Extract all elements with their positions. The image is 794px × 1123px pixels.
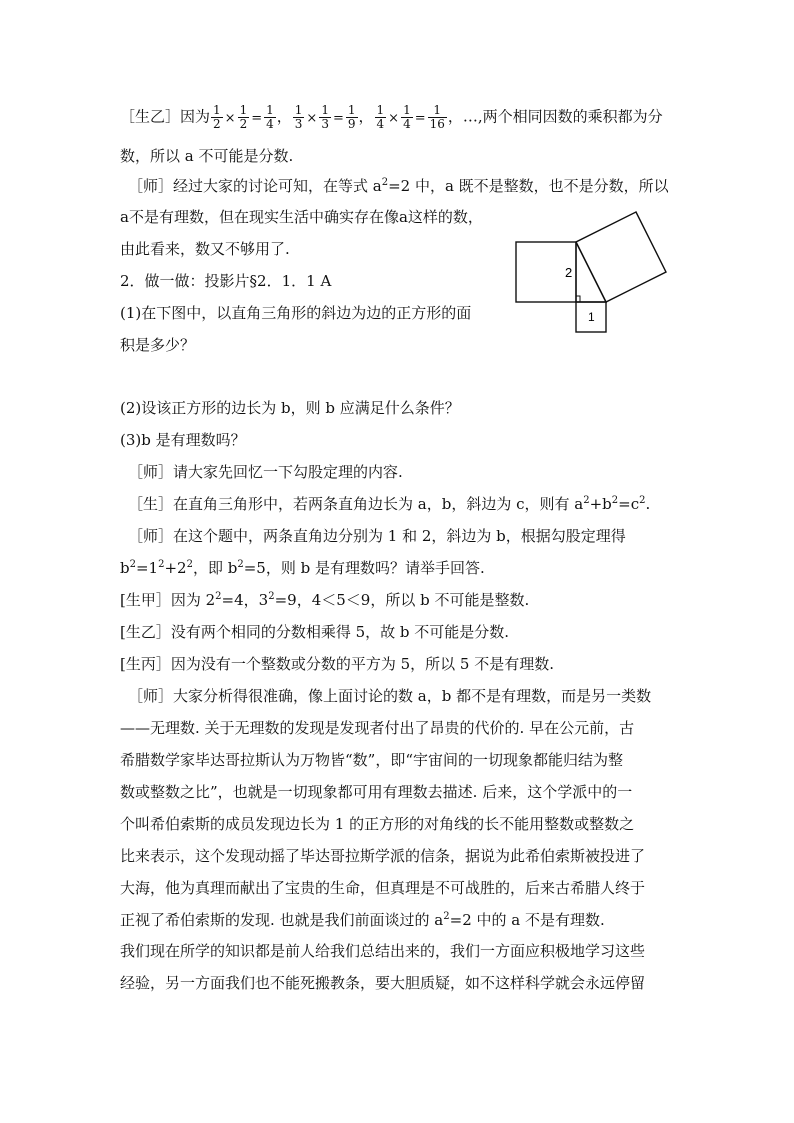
line-1-prefix: ［生乙］因为 — [120, 107, 211, 126]
text-line-23: 比来表示，这个发现动摇了毕达哥拉斯学派的信条，据说为此希伯索斯被投进了 — [120, 847, 646, 865]
fraction: $\frac{1}{4}$ — [403, 103, 411, 131]
fraction: $\frac{1}{3}$ — [321, 103, 329, 131]
text-line-24: 大海，他为真理而献出了宝贵的生命，但真理是不可战胜的，后来古希腊人终于 — [120, 879, 646, 897]
fraction: $\frac{1}{9}$ — [347, 103, 356, 131]
text-line-20: 希腊数学家毕达哥拉斯认为万物皆“数”，即“宇宙间的一切现象都能归结为整 — [120, 751, 624, 769]
text-line-13: ［师］在这个题中，两条直角边分别为 1 和 2，斜边为 b，根据勾股定理得 — [128, 527, 626, 545]
text-line-7: (1)在下图中，以直角三角形的斜边为边的正方形的面 — [120, 304, 472, 322]
text-line-19: ——无理数. 关于无理数的发现是发现者付出了昂贵的代价的. 早在公元前，古 — [120, 719, 635, 737]
text-line-18: ［师］大家分析得很准确，像上面讨论的数 a，b 都不是有理数，而是另一类数 — [128, 687, 652, 705]
text-line-12: ［生］在直角三角形中，若两条直角边长为 a，b，斜边为 c，则有 $a^2+b^2=c^2$. — [128, 495, 651, 513]
text-line-16: [生乙］没有两个相同的分数相乘得 5，故 b 不可能是分数. — [120, 623, 510, 641]
text-line-11: ［师］请大家先回忆一下勾股定理的内容. — [128, 463, 403, 481]
fraction: $\frac{1}{3}$ — [294, 103, 303, 131]
text-line-5: 由此看来，数又不够用了. — [120, 240, 290, 258]
fraction: $\frac{1}{16}$ — [429, 103, 445, 131]
text-line-21: 数或整数之比”，也就是一切现象都可用有理数去描述. 后来，这个学派中的一 — [120, 783, 633, 801]
square-hypotenuse — [576, 212, 666, 302]
text-line-17: [生丙］因为没有一个整数或分数的平方为 5，所以 5 不是有理数. — [120, 655, 555, 673]
text-line-8: 积是多少？ — [120, 336, 196, 354]
text-line-4: a不是有理数，但在现实生活中确实存在像a这样的数， — [120, 208, 483, 226]
text-line-22: 个叫希伯索斯的成员发现边长为 1 的正方形的对角线的长不能用整数或整数之 — [120, 815, 635, 833]
text-line-14: $b^2=1^2+2^2$，即 $b^2=5$，则 b 是有理数吗？请举手回答. — [120, 559, 485, 577]
text-line-2: 数，所以 a 不可能是分数. — [120, 147, 294, 165]
figure-svg — [514, 210, 674, 336]
text-line-26: 我们现在所学的知识都是前人给我们总结出来的，我们一方面应积极地学习这些 — [120, 942, 646, 960]
fraction: $\frac{1}{2}$ — [213, 103, 221, 131]
text-line-25: 正视了希伯索斯的发现. 也就是我们前面谈过的 $a^2=2$ 中的 a 不是有理数. — [120, 911, 605, 929]
text-line-6: 2．做一做：投影片§2．1．1 A — [120, 272, 332, 290]
label-short-leg: 1 — [588, 310, 595, 324]
pythagoras-figure — [514, 210, 674, 336]
text-line-9: (2)设该正方形的边长为 b，则 b 应满足什么条件？ — [120, 399, 460, 417]
text-line-27: 经验，另一方面我们也不能死搬教条，要大胆质疑，如不这样科学就会永远停留 — [120, 974, 646, 992]
fraction: $\frac{1}{4}$ — [376, 103, 385, 131]
text-line-1: ［生乙］因为 $\frac{1}{2}$ × $\frac{1}{2}$ = $\frac{1}{4}$ ， $\frac{1}{3}$ × $\frac{1}{3}$ = $\frac{1}{9}$ ， $\frac{1}{4}$ × $\frac{1}{4}$ = $\frac{1}{16}$ ，…,两个相同因数的乘积都为分 — [120, 103, 663, 131]
line-1-suffix: ，…,两个相同因数的乘积都为分 — [447, 107, 663, 126]
text-line-15: [生甲］因为 $2^2=4$，$3^2=9$，4＜5＜9，所以 b 不可能是整数. — [120, 591, 530, 609]
text-line-3: ［师］经过大家的讨论可知，在等式 $a^2=2$ 中，a 既不是整数，也不是分数，所以 — [128, 177, 669, 195]
fraction: $\frac{1}{2}$ — [239, 103, 248, 131]
fraction: $\frac{1}{4}$ — [266, 103, 274, 131]
label-long-leg: 2 — [565, 265, 573, 280]
text-line-10: (3)b 是有理数吗？ — [120, 431, 246, 449]
